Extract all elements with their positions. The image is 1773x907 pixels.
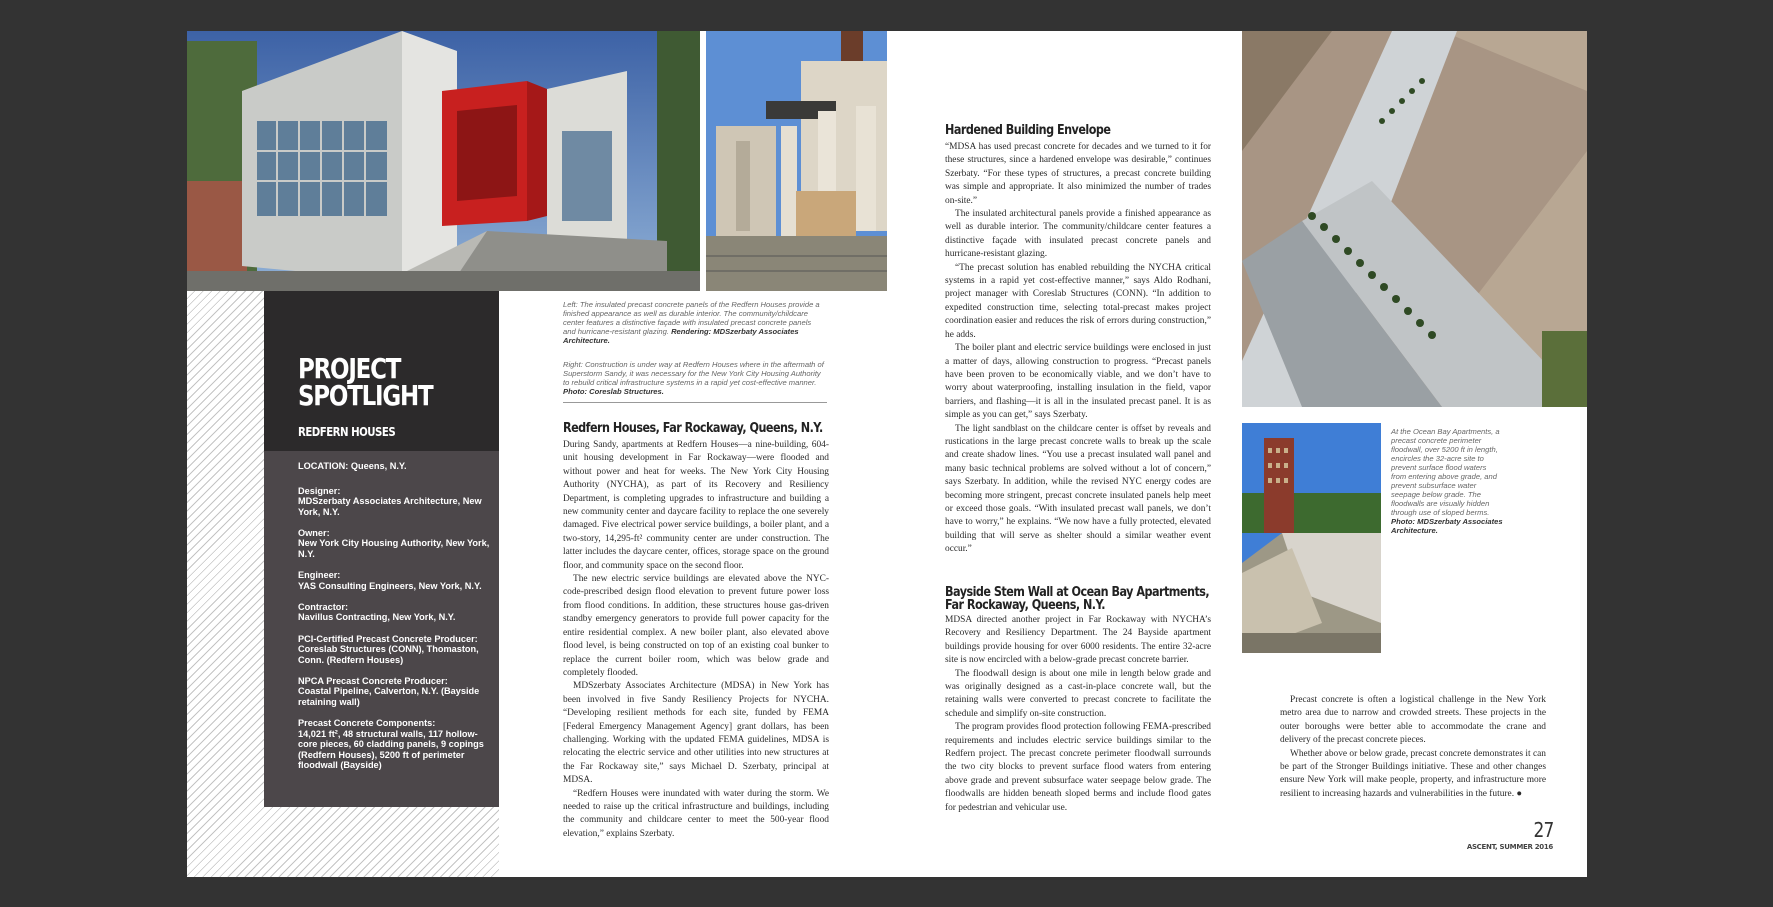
paragraph: The new electric service buildings are elevated above the NYC-code-prescribed design flood elevation to prevent future power loss from flood conditions. In addition, these structures house gas-driven standby emergency generators to provide full power capacity for the entire residential complex. A new boiler plant, also elevated above flood level, is being constructed on top of an existing coal bunker to replace the current boiler room, which was below grade and completely flooded.: [563, 574, 829, 678]
caption-left-credit: Rendering: MDSzerbaty Associates Architecture.: [563, 327, 799, 345]
caption-bayside-credit: Photo: MDSzerbaty Associates Architecture.: [1391, 517, 1503, 535]
caption-left-text: Left: The insulated precast concrete panels of the Redfern Houses provide a finished appearance as well as durable interior. The community/childcare center features a distinctive façade with insulated precast concrete panels and hurricane-resistant glazing.: [563, 300, 820, 336]
fact-location: [298, 461, 493, 472]
fact-location-text: LOCATION: Queens, N.Y.: [298, 461, 407, 471]
bayside-heading-line2: Far Rockaway, Queens, N.Y.: [945, 598, 1105, 613]
envelope-body: [945, 141, 1211, 557]
paragraph: MDSA directed another project in Far Rockaway with NYCHA’s Recovery and Resiliency Department. The 24 Bayside apartment buildings provide housing for over 6000 residents. The entire 32-acre site is now encircled with a below-grade precast concrete barrier.: [945, 615, 1211, 666]
paragraph: During Sandy, apartments at Redfern Houses—a nine-building, 604-unit housing development in Far Rockaway—were flooded and without power and heat for weeks. The New York City Housing Authority (NYCHA), as part of its Recovery and Resiliency Department, is completing upgrades to infrastructure and building a new community center and daycare facility to replace the one severely damaged. Five electrical power service buildings, a boiler plant, and a two-story, 14,295-ft² community center are under construction. The latter includes the daycare center, offices, storage space on the ground floor, and community space on the second floor.: [563, 440, 829, 571]
spotlight-title: [298, 352, 462, 412]
floodwall-ground-photo: [1242, 423, 1381, 653]
caption-right-credit: Photo: Coreslab Structures.: [563, 387, 664, 396]
right-page: [887, 31, 1587, 877]
issue-footer: ASCENT, SUMMER 2016: [1466, 843, 1553, 851]
photo-caption-right: [563, 360, 825, 396]
closing-body: [1280, 694, 1546, 801]
floodwall-aerial-photo: [1242, 31, 1587, 407]
caption-right-text: Right: Construction is under way at Redfern Houses where in the aftermath of Superstorm Sandy, it was necessary for the New York City Housing Authority to rebuild critical infrastructure systems in a rapid yet cost-effective manner.: [563, 360, 824, 387]
fact-pci-producer: [298, 634, 493, 666]
paragraph: MDSzerbaty Associates Architecture (MDSA) in New York has been involved in five Sandy Resiliency Projects for NYCHA. “Developing resilient methods for each site, funded by FEMA [Federal Emergency Management Agency] grant dollars, has been challenging. Working with the updated FEMA guidelines, MDSA is relocating the electric service and other utilities into new structures at the Far Rockaway site,” says Michael D. Szerbaty, principal at MDSA.: [563, 681, 829, 786]
caption-bayside-text: At the Ocean Bay Apartments, a precast concrete perimeter floodwall, over 5200 ft in length, encircles the 32-acre site to prevent surface flood waters from entering above grade, and prevent subsurface water seepage below grade. The floodwalls are visually hidden through use of sloped berms.: [1391, 427, 1500, 517]
fact-value: Navillus Contracting, New York, N.Y.: [298, 612, 456, 623]
fact-value: MDSzerbaty Associates Architecture, New York, N.Y.: [298, 496, 482, 517]
fact-label: Engineer:: [298, 570, 341, 581]
spotlight-header: [264, 291, 499, 451]
bayside-heading: [945, 586, 1209, 612]
paragraph: “MDSA has used precast concrete for decades and we turned to it for these structures, since a hardened envelope was desirable,” continues Szerbaty. “For these types of structures, a precast concrete building was simple and appropriate. It also minimized the number of trades on-site.”: [945, 142, 1211, 206]
bayside-heading-line1: Bayside Stem Wall at Ocean Bay Apartments,: [945, 585, 1210, 600]
paragraph: The boiler plant and electric service buildings were enclosed in just a matter of days, allowing construction to progress. “Precast panels have been proven to be economically viable, and we don’t have to worry about waterproofing, installing insulation in the field, vapor barriers, and flashing—it is all in the insulated precast panel. It is as simple as you can get,” says Szerbaty.: [945, 343, 1211, 421]
redfern-rendering-photo: [187, 31, 700, 291]
fact-value: Coastal Pipeline, Calverton, N.Y. (Bayside retaining wall): [298, 686, 480, 707]
paragraph: The floodwall design is about one mile in length below grade and was originally designed as a cast-in-place concrete wall, but the retaining walls were converted to precast concrete to facilitate the schedule and simplify on-site construction.: [945, 668, 1211, 719]
fact-label: Contractor:: [298, 601, 349, 612]
fact-value: Coreslab Structures (CONN), Thomaston, Conn. (Redfern Houses): [298, 644, 479, 665]
paragraph: “Redfern Houses were inundated with water during the storm. We needed to raise up the critical infrastructure and buildings, including the community and childcare center to meet the 500-year flood elevation,” explains Szerbaty.: [563, 788, 829, 839]
photo-caption-bayside: [1391, 427, 1503, 535]
paragraph: Whether above or below grade, precast concrete demonstrates it can be part of the Stronger Buildings initiative. These and other changes ensure New York will make people, property, and infrastructure more resilient to increasing hazards and vulnerabilities in the future. ●: [1280, 748, 1546, 799]
fact-value: 14,021 ft², 48 structural walls, 117 hollow-core pieces, 60 cladding panels, 9 copings (Redfern Houses), 5200 ft of perimeter floodwall (Bayside): [298, 728, 484, 771]
redfern-construction-photo: [706, 31, 887, 291]
magazine-spread: [187, 31, 1587, 877]
redfern-heading: Redfern Houses, Far Rockaway, Queens, N.Y.: [563, 421, 823, 436]
paragraph: The program provides flood protection following FEMA-prescribed requirements and includes electric service buildings similar to the Redfern project. The precast concrete perimeter floodwall surrounds the two city blocks to prevent surface flood waters from entering above grade and prevent subsurface water seepage below grade. The floodwalls are hidden beneath sloped berms and include flood gates for pedestrian and vehicular use.: [945, 722, 1211, 813]
project-facts-panel: [264, 451, 499, 807]
photo-caption-left: [563, 300, 825, 345]
fact-label: NPCA Precast Concrete Producer:: [298, 675, 448, 686]
paragraph: The light sandblast on the childcare center is offset by reveals and rustications in the large precast concrete walls to break up the scale and create shadow lines. “You use a precast insulated wall panel and many basic technical problems are solved without a lot of concern,” says Szerbaty. In addition, while the revised NYC energy codes are becoming more stringent, precast concrete insulated panels help meet or exceed those goals. “With insulated precast wall panels, we don’t have to worry,” he explains. “We now have a fully protected, elevated building that will serve as shelter should a similar weather event occur.”: [945, 423, 1211, 555]
page-number: 27: [1533, 818, 1553, 842]
spotlight-subtitle: REDFERN HOUSES: [298, 425, 396, 439]
bayside-body: [945, 614, 1211, 815]
fact-components: [298, 718, 493, 771]
fact-npca-producer: [298, 676, 493, 708]
fact-label: Precast Concrete Components:: [298, 718, 436, 729]
left-page: [187, 31, 887, 877]
paragraph: The insulated architectural panels provide a finished appearance as well as durable interior. The community/childcare center features a distinctive façade with insulated precast concrete panels and hurricane-resistant glazing.: [945, 209, 1211, 260]
fact-value: YAS Consulting Engineers, New York, N.Y.: [298, 580, 482, 591]
fact-value: New York City Housing Authority, New York, N.Y.: [298, 538, 490, 560]
fact-designer: [298, 486, 493, 518]
fact-label: Designer:: [298, 485, 341, 496]
envelope-heading: Hardened Building Envelope: [945, 123, 1111, 138]
fact-label: PCI-Certified Precast Concrete Producer:: [298, 633, 478, 644]
fact-label: Owner:: [298, 527, 330, 538]
fact-owner: [298, 528, 493, 560]
fact-engineer: [298, 570, 493, 591]
spotlight-title-line1: PROJECT: [298, 352, 401, 385]
caption-divider: [563, 402, 827, 403]
fact-contractor: [298, 602, 493, 623]
redfern-body: [563, 439, 829, 841]
spotlight-title-line2: SPOTLIGHT: [298, 379, 433, 412]
paragraph: Precast concrete is often a logistical challenge in the New York metro area due to narrow and crowded streets. These projects in the outer boroughs were better able to accommodate the crane and delivery of the precast concrete pieces.: [1280, 695, 1546, 746]
paragraph: “The precast solution has enabled rebuilding the NYCHA critical systems in a rapid yet cost-effective manner,” says Aldo Rodhani, project manager with Coreslab Structures (CONN). “In addition to expedited construction time, selecting total-precast makes project coordination easier and reduces the risk of errors during construction,” he adds.: [945, 262, 1211, 340]
